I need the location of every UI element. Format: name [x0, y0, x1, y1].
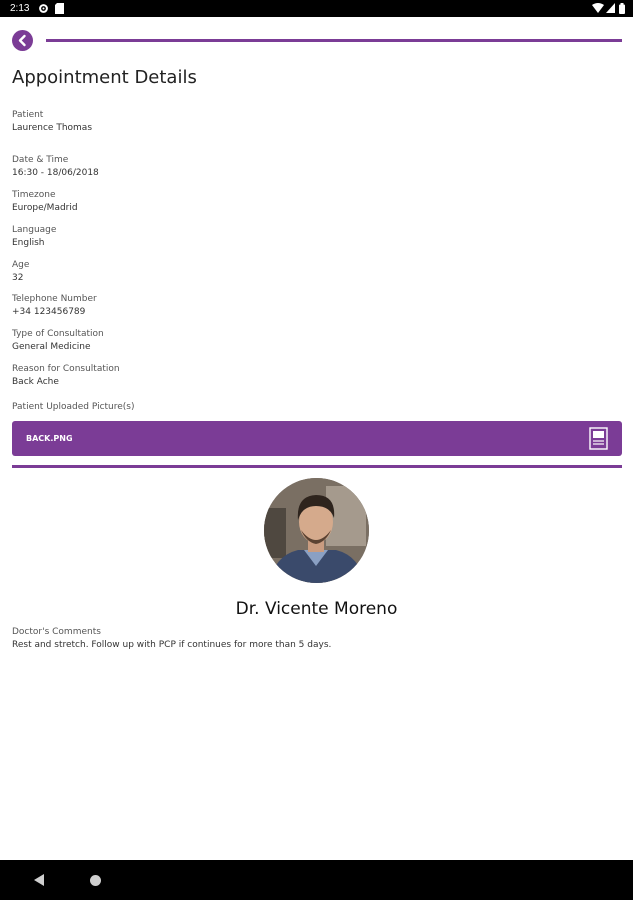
sd-card-icon — [55, 3, 64, 14]
doctor-comments-value: Rest and stretch. Follow up with PCP if continues for more than 5 days. — [12, 640, 332, 650]
consultation-type-label: Type of Consultation — [12, 329, 104, 339]
signal-icon — [606, 3, 615, 13]
language-label: Language — [12, 225, 57, 235]
status-time: 2:13 — [10, 3, 30, 14]
doctor-avatar — [264, 478, 369, 583]
age-value: 32 — [12, 273, 24, 283]
language-value: English — [12, 238, 45, 248]
attachment-item[interactable] — [12, 421, 622, 456]
telephone-value: +34 123456789 — [12, 307, 86, 317]
back-button[interactable] — [12, 30, 33, 51]
consultation-type-value: General Medicine — [12, 342, 91, 352]
age-label: Age — [12, 260, 30, 270]
timezone-label: Timezone — [12, 190, 56, 200]
chevron-left-icon — [12, 30, 33, 51]
attachment-filename: BACK.PNG — [26, 434, 73, 443]
timezone-value: Europe/Madrid — [12, 203, 78, 213]
settings-icon — [38, 3, 49, 14]
nav-home-icon[interactable] — [90, 875, 101, 886]
section-divider — [12, 465, 622, 468]
battery-icon — [619, 3, 625, 14]
date-time-label: Date & Time — [12, 155, 69, 165]
nav-back-icon[interactable] — [33, 873, 45, 887]
status-bar — [0, 0, 633, 17]
date-time-value: 16:30 - 18/06/2018 — [12, 168, 99, 178]
page-title: Appointment Details — [12, 67, 197, 88]
consultation-reason-label: Reason for Consultation — [12, 364, 120, 374]
patient-label: Patient — [12, 110, 44, 120]
patient-value: Laurence Thomas — [12, 123, 93, 133]
wifi-icon — [592, 3, 604, 13]
consultation-reason-value: Back Ache — [12, 377, 59, 387]
doctor-comments-label: Doctor's Comments — [12, 627, 101, 637]
uploads-label: Patient Uploaded Picture(s) — [12, 402, 135, 412]
header-divider — [46, 39, 622, 42]
doctor-name: Dr. Vicente Moreno — [235, 599, 398, 619]
telephone-label: Telephone Number — [12, 294, 97, 304]
file-image-icon[interactable] — [589, 427, 608, 450]
